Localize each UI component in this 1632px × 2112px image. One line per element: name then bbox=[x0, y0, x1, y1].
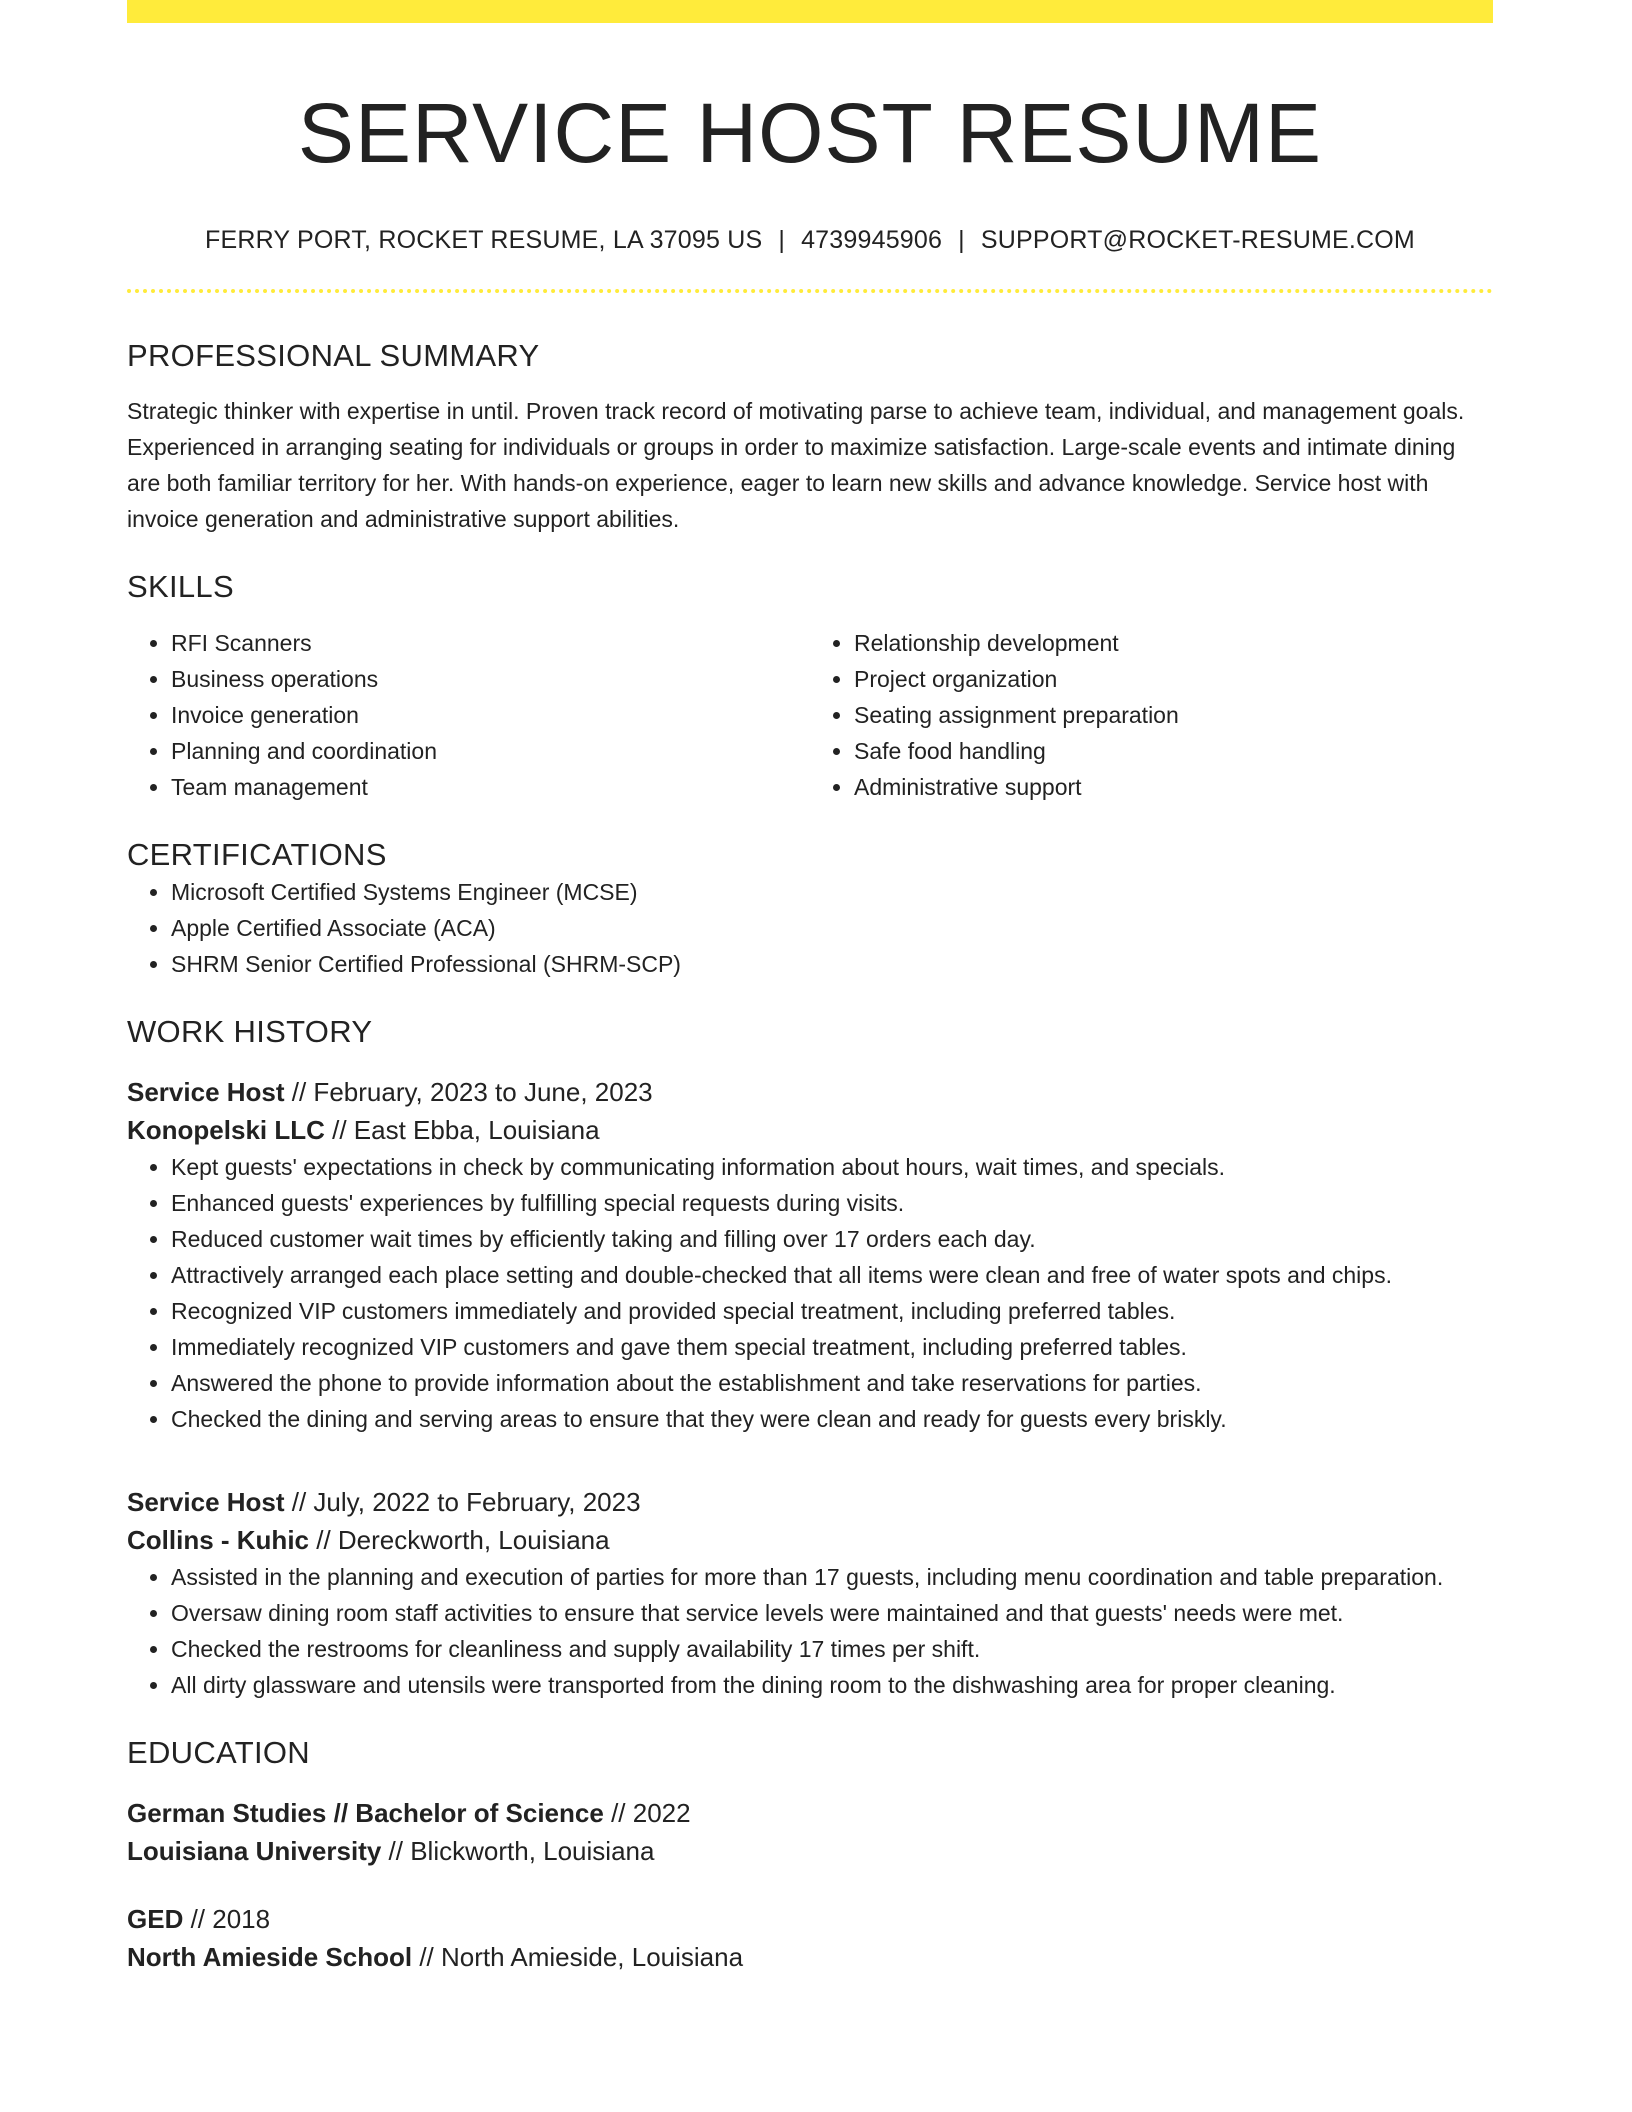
skills-heading: SKILLS bbox=[127, 569, 234, 604]
job-duty: • Oversaw dining room staff activities to ensure that service levels were maintained and that guests' needs were met. bbox=[171, 1595, 1493, 1631]
contact-phone: 4739945906 bbox=[801, 226, 943, 254]
skill-item: • RFI Scanners bbox=[171, 625, 810, 661]
education-school-line bbox=[127, 1832, 1493, 1870]
resume-title: SERVICE HOST RESUME bbox=[297, 86, 1323, 180]
skill-item: • Safe food handling bbox=[854, 733, 1493, 769]
contact-separator: | bbox=[958, 226, 965, 254]
job-duties-list bbox=[127, 1559, 1493, 1703]
job-company-line bbox=[127, 1111, 1493, 1149]
education-school-line bbox=[127, 1938, 1493, 1976]
education-school: North Amieside School bbox=[127, 1942, 413, 1972]
job-duty: • Immediately recognized VIP customers and gave them special treatment, including preferred tables. bbox=[171, 1329, 1493, 1365]
skill-item: • Invoice generation bbox=[171, 697, 810, 733]
job-duty: • Recognized VIP customers immediately and provided special treatment, including preferred tables. bbox=[171, 1293, 1493, 1329]
job-duty: • Kept guests' expectations in check by communicating information about hours, wait times, and specials. bbox=[171, 1149, 1493, 1185]
job-location: // East Ebba, Louisiana bbox=[332, 1115, 600, 1145]
skill-item: • Seating assignment preparation bbox=[854, 697, 1493, 733]
job-duty: • Attractively arranged each place setting and double-checked that all items were clean and free of water spots and chips. bbox=[171, 1257, 1493, 1293]
certification-item: • SHRM Senior Certified Professional (SHRM-SCP) bbox=[171, 946, 1493, 982]
job-dates: // July, 2022 to February, 2023 bbox=[291, 1487, 641, 1517]
summary-text: Strategic thinker with expertise in until. Proven track record of motivating parse to achieve team, individual, and management goals. Experienced in arranging seating for individuals or groups in order to maximize satisfaction. Large-scale events and intimate dining are both familiar territory for her. With hands-on experience, eager to learn new skills and advance knowledge. Service host with invoice generation and administrative support abilities. bbox=[127, 398, 1465, 532]
job-title-line bbox=[127, 1483, 1493, 1521]
certification-item: • Microsoft Certified Systems Engineer (MCSE) bbox=[171, 874, 1493, 910]
education-school: Louisiana University bbox=[127, 1836, 382, 1866]
accent-top-bar bbox=[127, 0, 1493, 23]
job-duty: • Answered the phone to provide information about the establishment and take reservations for parties. bbox=[171, 1365, 1493, 1401]
education-degree-line bbox=[127, 1900, 1493, 1938]
skill-item: • Business operations bbox=[171, 661, 810, 697]
education-heading: EDUCATION bbox=[127, 1735, 310, 1770]
skill-item: • Administrative support bbox=[854, 769, 1493, 805]
job-role: Service Host bbox=[127, 1487, 285, 1517]
skills-left-list bbox=[127, 625, 810, 805]
certification-item: • Apple Certified Associate (ACA) bbox=[171, 910, 1493, 946]
job-company: Konopelski LLC bbox=[127, 1115, 325, 1145]
contact-line bbox=[127, 224, 1493, 256]
skill-item: • Project organization bbox=[854, 661, 1493, 697]
education-degree: GED bbox=[127, 1904, 184, 1934]
summary-heading: PROFESSIONAL SUMMARY bbox=[127, 338, 540, 373]
contact-email: SUPPORT@ROCKET-RESUME.COM bbox=[980, 226, 1415, 254]
job-title-line bbox=[127, 1073, 1493, 1111]
education-degree: German Studies // Bachelor of Science bbox=[127, 1798, 604, 1828]
job-duty: • Enhanced guests' experiences by fulfilling special requests during visits. bbox=[171, 1185, 1493, 1221]
education-year: // 2022 bbox=[611, 1798, 691, 1828]
education-location: // Blickworth, Louisiana bbox=[388, 1836, 655, 1866]
job-duty: • Assisted in the planning and execution of parties for more than 17 guests, including menu coordination and table preparation. bbox=[171, 1559, 1493, 1595]
job-duty: • Reduced customer wait times by efficiently taking and filling over 17 orders each day. bbox=[171, 1221, 1493, 1257]
skills-grid bbox=[127, 625, 1493, 805]
skill-item: • Team management bbox=[171, 769, 810, 805]
certifications-heading: CERTIFICATIONS bbox=[127, 837, 387, 872]
certifications-list bbox=[127, 874, 1493, 982]
dotted-divider bbox=[127, 289, 1493, 293]
contact-address: FERRY PORT, ROCKET RESUME, LA 37095 US bbox=[205, 226, 763, 254]
job-duties-list bbox=[127, 1149, 1493, 1437]
work-history-heading: WORK HISTORY bbox=[127, 1014, 373, 1049]
job-company-line bbox=[127, 1521, 1493, 1559]
education-location: // North Amieside, Louisiana bbox=[419, 1942, 744, 1972]
education-year: // 2018 bbox=[190, 1904, 271, 1934]
job-dates: // February, 2023 to June, 2023 bbox=[291, 1077, 653, 1107]
job-duty: • Checked the restrooms for cleanliness and supply availability 17 times per shift. bbox=[171, 1631, 1493, 1667]
job-role: Service Host bbox=[127, 1077, 285, 1107]
skills-right-list bbox=[810, 625, 1493, 805]
skill-item: • Relationship development bbox=[854, 625, 1493, 661]
job-duty: • Checked the dining and serving areas to ensure that they were clean and ready for guests every briskly. bbox=[171, 1401, 1493, 1437]
contact-separator: | bbox=[778, 226, 786, 254]
resume-page bbox=[127, 0, 1493, 1976]
job-duty: • All dirty glassware and utensils were transported from the dining room to the dishwashing area for proper cleaning. bbox=[171, 1667, 1493, 1703]
skill-item: • Planning and coordination bbox=[171, 733, 810, 769]
education-degree-line bbox=[127, 1794, 1493, 1832]
job-location: // Dereckworth, Louisiana bbox=[316, 1525, 610, 1555]
job-company: Collins - Kuhic bbox=[127, 1525, 309, 1555]
